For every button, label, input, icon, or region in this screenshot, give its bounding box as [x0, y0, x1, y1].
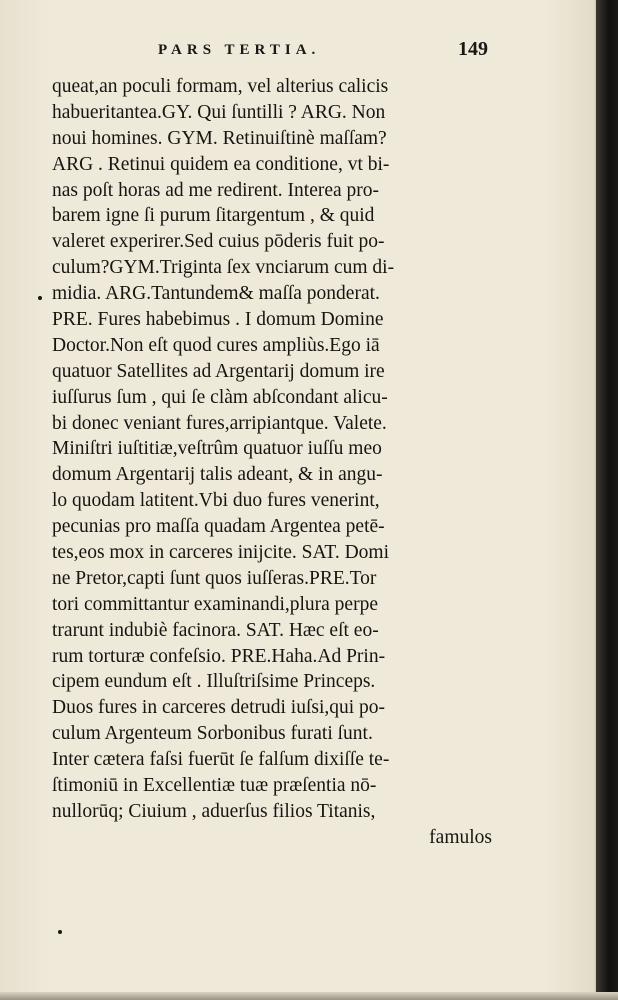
text-line: trarunt indubiè facinora. SAT. Hæc eſt eo- [52, 619, 379, 641]
text-line: noui homines. GYM. Retinuiſtinè maſſam? [52, 127, 387, 149]
ink-speck [58, 930, 62, 934]
text-line: rum torturæ confeſsio. PRE.Haha.Ad Prin- [52, 645, 386, 667]
text-line: iuſſurus ſum , qui ſe clàm abſcondant alicu- [52, 386, 388, 408]
text-line: ne Pretor,capti ſunt quos iuſſeras.PRE.Tor [52, 567, 377, 589]
text-line: Duos fures in carceres detrudi iuſsi,qui po- [52, 697, 386, 719]
running-head: PARS TERTIA. [158, 42, 321, 58]
text-line: Miniſtri iuſtitiæ,veſtrûm quatuor iuſſu meo [52, 438, 382, 460]
text-line: nullorūq; Ciuium , aduerſus filios Titanis, [52, 800, 376, 822]
text-line: barem igne ſi purum ſitargentum , & quid [52, 205, 375, 227]
text-line: quatuor Satellites ad Argentarij domum ire [52, 360, 385, 382]
ink-speck [38, 296, 42, 300]
text-line: lo quodam latitent.Vbi duo fures venerint, [52, 490, 380, 512]
text-line: culum Argenteum Sorbonibus furati ſunt. [52, 723, 373, 745]
page-bottom-edge [0, 992, 618, 1000]
text-line: pecunias pro maſſa quadam Argentea petē- [52, 516, 385, 538]
page-edge-shadow [596, 0, 618, 1000]
text-line: bi donec veniant fures,arripiantque. Valete. [52, 412, 387, 434]
text-line: tori committantur examinandi,plura perpe [52, 593, 378, 615]
text-line: Inter cætera faſsi fuerūt ſe falſum dixiſſe te- [52, 749, 390, 771]
text-line: PRE. Fures habebimus . I domum Domine [52, 309, 384, 331]
page-header [158, 38, 488, 66]
text-line: queat,an poculi formam, vel alterius calicis [52, 76, 389, 97]
text-line: Doctor.Non eſt quod cures ampliùs.Ego iā [52, 334, 380, 356]
text-line: culum?GYM.Triginta ſex vnciarum cum di- [52, 257, 395, 279]
text-line: habueritantea.GY. Qui ſuntilli ? ARG. Non [52, 101, 386, 123]
text-line: valeret experirer.Sed cuius pōderis fuit po- [52, 231, 385, 253]
text-line: midia. ARG.Tantundem& maſſa ponderat. [52, 283, 380, 305]
text-line: domum Argentarij talis adeant, & in angu- [52, 464, 383, 486]
page-number: 149 [458, 38, 488, 60]
text-line: ſtimoniū in Excellentiæ tuæ præſentia nō- [52, 775, 377, 797]
text-line: ARG . Retinui quidem ea conditione, vt bi- [52, 153, 390, 175]
text-line: tes,eos mox in carceres inijcite. SAT. Domi [52, 542, 390, 564]
text-line: nas poſt horas ad me redirent. Interea pro- [52, 179, 380, 201]
body-text [52, 74, 492, 851]
text-line: cipem eundum eſt . Illuſtriſsime Princeps. [52, 671, 376, 693]
catchword: famulos [429, 826, 492, 848]
